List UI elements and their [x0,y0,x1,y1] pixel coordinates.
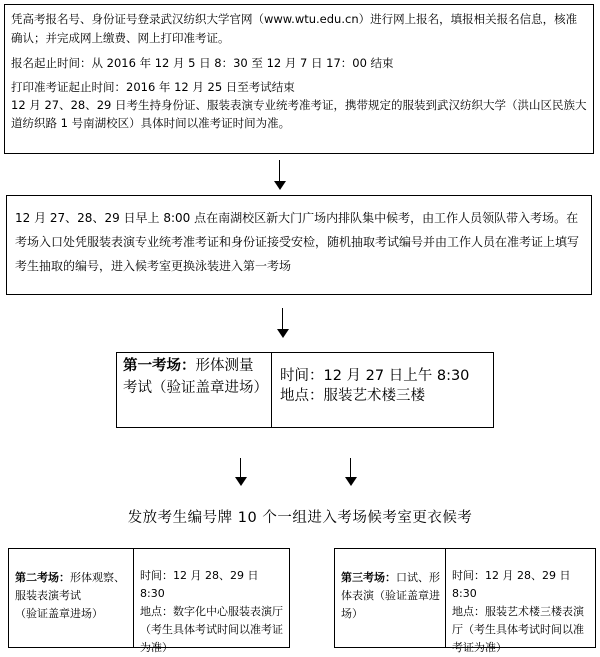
down-arrow-icon [274,160,286,190]
exam-room-2-subject: 形体观察、服装表演考试 [15,571,125,602]
check-in-instructions: 12 月 27、28、29 日早上 8:00 点在南湖校区新大门广场内排队集中候考，由工作人员领队带入考场。在考场入口处凭服装表演专业统考准考证和身份证接受安检，随机抽取考试编号并由工作人员在准考证上填写考生抽取的编号，进入候考室更换泳装进入第一考场 [15,211,580,273]
exam-room-1-box [116,352,494,428]
down-arrow-icon [235,458,247,486]
exam-room-2-place: 地点：数字化中心服装表演厅（考生具体考试时间以准考证为准） [140,605,283,654]
step-check-in-box [6,195,592,295]
exam-room-2-label [9,549,134,647]
exam-room-1-time: 时间：12 月 27 日上午 8:30 [280,368,470,384]
exam-room-3-title: 第三考场： [341,571,396,584]
step-registration-box [4,4,594,154]
waiting-room-instruction: 发放考生编号牌 10 个一组进入考场候考室更衣候考 [127,510,473,526]
down-arrow-icon [277,308,289,338]
exam-room-2-details [134,549,289,654]
exam-room-1-title: 第一考场： [123,358,196,374]
exam-room-2-box [8,548,290,654]
exam-room-3-label [335,549,446,647]
exam-room-2-note: （验证盖章进场） [15,607,103,620]
down-arrow-icon [345,458,357,486]
exam-room-1-label [117,353,272,427]
exam-attendance-notice: 12 月 27、28、29 日考生持身份证、服装表演专业统考准考证，携带规定的服装到武汉纺织大学（洪山区民族大道纺织路 1 号南湖校区）具体时间以准考证时间为准。 [11,98,587,130]
exam-room-2-time: 时间：12 月 28、29 日 8:30 [140,569,259,600]
registration-instructions: 凭高考报名号、身份证号登录武汉纺织大学官网（www.wtu.edu.cn）进行网上报名，填报相关报名信息，核准确认；并完成网上缴费、网上打印准考证。 [11,12,578,45]
registration-period: 报名起止时间：从 2016 年 12 月 5 日 8：30 至 12 月 7 日 17：00 结束 [11,56,394,70]
exam-room-1-details [272,353,493,427]
print-ticket-period: 打印准考证起止时间：2016 年 12 月 25 日至考试结束 [11,80,295,94]
exam-room-3-place: 地点：服装艺术楼三楼表演厅（考生具体考试时间以准考证为准） [452,605,584,654]
exam-room-3-box [334,548,596,654]
exam-room-3-details [446,549,595,654]
exam-room-1-subject: 形体测量考试（验证盖章进场） [123,358,268,396]
exam-room-2-title: 第二考场： [15,571,70,584]
exam-room-1-place: 地点：服装艺术楼三楼 [280,388,425,404]
exam-room-3-subject: 口试、形体表演（验证盖章进场） [341,571,440,620]
exam-room-3-time: 时间：12 月 28、29 日 8:30 [452,569,571,600]
